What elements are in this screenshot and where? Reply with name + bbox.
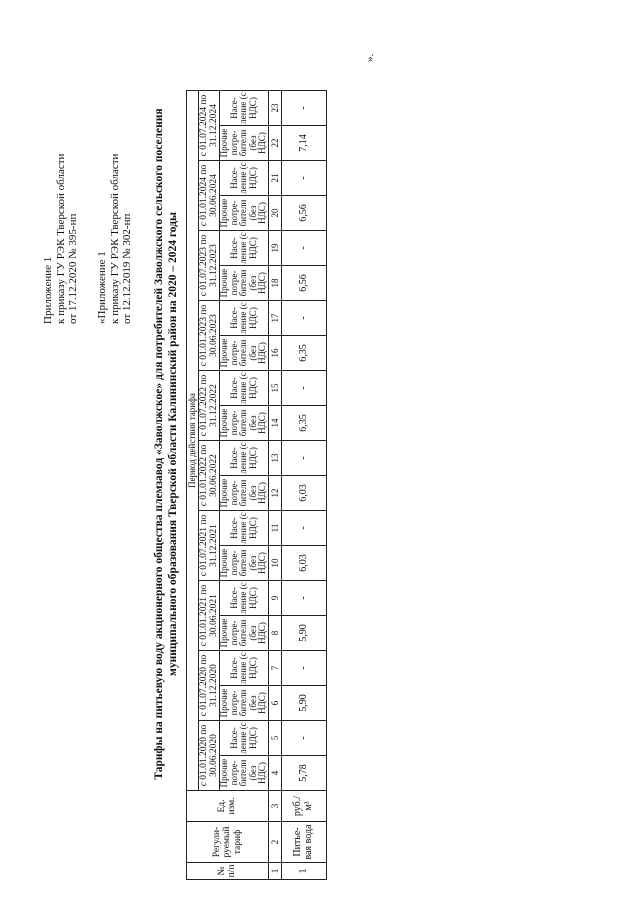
tariff-value-cell: 6,35 [281, 406, 326, 441]
period-header: с 01.07.2024 по 31.12.2024 [199, 91, 220, 161]
column-number: 21 [268, 161, 281, 196]
category-other-consumers: Прочие потре-бители (без НДС) [220, 616, 269, 651]
period-header: с 01.01.2023 по 30.06.2023 [199, 301, 220, 371]
tariff-value-cell: 6,56 [281, 196, 326, 231]
category-population: Насе-ление (с НДС) [220, 161, 269, 196]
column-number: 12 [268, 476, 281, 511]
document-title-line2: муниципального образования Тверской области Калининский район на 2020 – 2024 годы [167, 212, 179, 676]
period-header-row [199, 91, 220, 880]
tariff-value-cell: - [281, 581, 326, 616]
tariff-value-cell: 6,35 [281, 336, 326, 371]
column-number: 16 [268, 336, 281, 371]
column-number: 6 [268, 686, 281, 721]
category-other-consumers: Прочие потре-бители (без НДС) [220, 476, 269, 511]
approval-line: «Приложение 1 [96, 251, 108, 324]
column-number: 7 [268, 651, 281, 686]
period-header: с 01.07.2020 по 31.12.2020 [199, 651, 220, 721]
category-other-consumers: Прочие потре-бители (без НДС) [220, 546, 269, 581]
column-number: 20 [268, 196, 281, 231]
tariff-value-cell: 6,03 [281, 546, 326, 581]
header-unit: Ед. изм. [187, 791, 269, 822]
tariff-value-cell: 6,56 [281, 266, 326, 301]
column-number: 19 [268, 231, 281, 266]
header-period-group: Период действия тарифа [187, 91, 199, 791]
cell-unit: руб./м³ [281, 791, 326, 822]
column-number: 13 [268, 441, 281, 476]
period-header: с 01.01.2024 по 30.06.2024 [199, 161, 220, 231]
closing-mark: ». [364, 53, 376, 62]
approval-line: Приложение 1 [42, 256, 54, 324]
approval-line: от 17.12.2020 № 395-нп [67, 213, 79, 324]
header-tariff: Регули-руемый тариф [187, 822, 269, 863]
approval-block-current [42, 154, 80, 324]
tariff-value-cell: 5,90 [281, 616, 326, 651]
category-other-consumers: Прочие потре-бители (без НДС) [220, 336, 269, 371]
category-header-row [220, 91, 269, 880]
category-population: Насе-ление (с НДС) [220, 91, 269, 126]
tariff-value-cell: - [281, 371, 326, 406]
document-title-line1: Тарифы на питьевую воду акционерного общества племзавод «Заволжское» для потребителей Заволжского сельского поселения [153, 108, 165, 780]
column-number: 10 [268, 546, 281, 581]
column-number: 17 [268, 301, 281, 336]
category-other-consumers: Прочие потре-бители (без НДС) [220, 126, 269, 161]
tariff-value-cell: - [281, 301, 326, 336]
tariff-value-cell: - [281, 91, 326, 126]
category-population: Насе-ление (с НДС) [220, 581, 269, 616]
category-other-consumers: Прочие потре-бители (без НДС) [220, 686, 269, 721]
period-header: с 01.01.2020 по 30.06.2020 [199, 721, 220, 791]
column-number: 18 [268, 266, 281, 301]
category-population: Насе-ление (с НДС) [220, 301, 269, 336]
cell-tariff: Питье-вая вода [281, 822, 326, 863]
tariff-value-cell: - [281, 441, 326, 476]
period-header: с 01.07.2022 по 31.12.2022 [199, 371, 220, 441]
category-other-consumers: Прочие потре-бители (без НДС) [220, 266, 269, 301]
column-number: 5 [268, 721, 281, 756]
column-number: 4 [268, 756, 281, 791]
category-other-consumers: Прочие потре-бители (без НДС) [220, 406, 269, 441]
category-population: Насе-ление (с НДС) [220, 721, 269, 756]
column-number: 3 [268, 791, 281, 822]
tariff-table [186, 90, 327, 880]
period-header: с 01.01.2022 по 30.06.2022 [199, 441, 220, 511]
category-population: Насе-ление (с НДС) [220, 511, 269, 546]
category-population: Насе-ление (с НДС) [220, 371, 269, 406]
column-number: 15 [268, 371, 281, 406]
tariff-value-cell: 7,14 [281, 126, 326, 161]
category-other-consumers: Прочие потре-бители (без НДС) [220, 196, 269, 231]
column-number: 22 [268, 126, 281, 161]
table-row [281, 91, 326, 880]
tariff-value-cell: - [281, 161, 326, 196]
tariff-value-cell: - [281, 651, 326, 686]
tariff-value-cell: 5,78 [281, 756, 326, 791]
period-header: с 01.01.2021 по 30.06.2021 [199, 581, 220, 651]
tariff-value-cell: - [281, 511, 326, 546]
tariff-value-cell: - [281, 721, 326, 756]
column-number-row [268, 91, 281, 880]
column-number: 11 [268, 511, 281, 546]
tariff-value-cell: 5,90 [281, 686, 326, 721]
column-number: 2 [268, 822, 281, 863]
category-other-consumers: Прочие потре-бители (без НДС) [220, 756, 269, 791]
category-population: Насе-ление (с НДС) [220, 231, 269, 266]
tariff-value-cell: 6,03 [281, 476, 326, 511]
period-header: с 01.07.2021 по 31.12.2021 [199, 511, 220, 581]
column-number: 8 [268, 616, 281, 651]
approval-block-previous [96, 154, 134, 324]
approval-line: к приказу ГУ РЭК Тверской области [54, 153, 67, 324]
cell-no: 1 [281, 863, 326, 880]
column-number: 9 [268, 581, 281, 616]
tariff-value-cell: - [281, 231, 326, 266]
category-population: Насе-ление (с НДС) [220, 651, 269, 686]
category-population: Насе-ление (с НДС) [220, 441, 269, 476]
column-number: 14 [268, 406, 281, 441]
column-number: 1 [268, 863, 281, 880]
header-no: № п/п [187, 863, 269, 880]
approval-line: от 12.12.2019 № 302-нп [121, 213, 133, 324]
column-number: 23 [268, 91, 281, 126]
approval-line: к приказу ГУ РЭК Тверской области [108, 153, 121, 324]
period-header: с 01.07.2023 по 31.12.2023 [199, 231, 220, 301]
